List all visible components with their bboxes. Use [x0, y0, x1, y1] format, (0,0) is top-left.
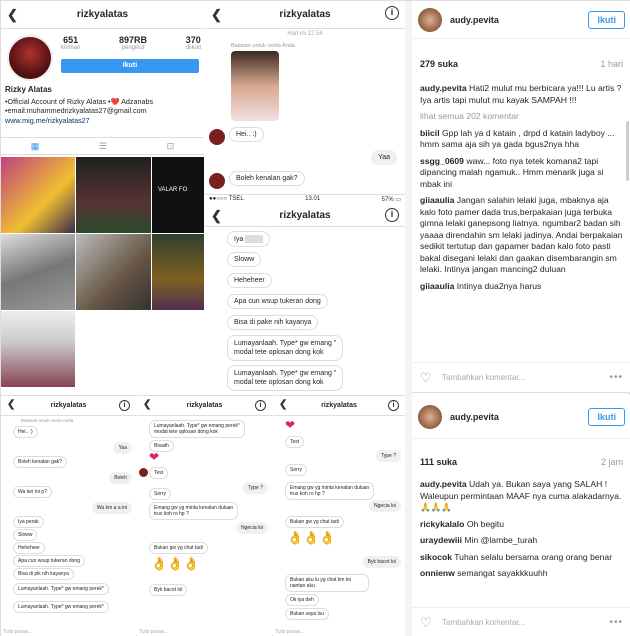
- chat-screen-bottom-3: [273, 395, 405, 636]
- message-incoming: Hei.. :): [13, 426, 38, 438]
- add-comment-input[interactable]: Tambahkan komentar...: [442, 373, 526, 382]
- grid-photo-empty: [76, 311, 151, 387]
- message-incoming: Lumayanlaah. Type* gw emang " modal tete oplosan dong kok: [227, 335, 343, 361]
- message-incoming: Emang gw yg minta kenalan duluan trus koh ro hp ?: [285, 482, 374, 500]
- comment: onnienw semangat sayakkkuuhh: [420, 568, 548, 578]
- heart-icon[interactable]: ♡: [420, 614, 432, 630]
- message-outgoing: Type ?: [243, 482, 268, 494]
- message-incoming: Emang gw yg minta kenalan duluan trus koh ro hp ?: [149, 502, 238, 520]
- back-arrow-icon[interactable]: ❮: [7, 399, 16, 410]
- grid-photo[interactable]: [1, 234, 75, 310]
- message-incoming: Heheheer: [227, 273, 272, 288]
- grid-photo[interactable]: [76, 157, 151, 233]
- timestamp: Hari ini 12.54: [287, 31, 323, 37]
- comment: sikocok Tuhan selalu bersama orang orang benar: [420, 551, 613, 562]
- profile-stats: [61, 35, 201, 51]
- avatar[interactable]: [418, 405, 442, 429]
- likes-count[interactable]: 279 suka: [420, 59, 459, 69]
- profile-username: rizkyalatas: [76, 9, 129, 20]
- message-outgoing: Ngecia loi: [369, 500, 401, 512]
- grid-photo-empty: [152, 311, 204, 387]
- likes-row: [412, 451, 630, 473]
- back-arrow-icon[interactable]: ❮: [211, 208, 222, 223]
- story-thumbnail[interactable]: [231, 51, 279, 121]
- follow-button[interactable]: Ikuti: [588, 408, 625, 426]
- chat-title: rizkyalatas: [321, 402, 357, 409]
- story-reply-label: Balasan untuk cerita Anda: [231, 43, 295, 49]
- message-incoming: Lumayanlaah. Type* gw emang perek* modal tete oplosan dong kok: [149, 420, 245, 438]
- comment: audy.pevita Udah ya. Bukan saya yang SALAH ! Waleupun permintaan MAAF nya cuma alakadarnya. 🙏🙏🙏: [420, 479, 622, 512]
- comment: biicil Gpp lah ya d katain , drpd d katain ladyboy ... hmm sama aja sih ya gada bgus2nya hha: [420, 127, 615, 149]
- chat-screen-middle: [205, 194, 405, 394]
- message-incoming: Byk bacot lol: [149, 584, 187, 596]
- back-arrow-icon[interactable]: ❮: [7, 7, 18, 22]
- photo-grid: [1, 157, 204, 387]
- ok-hand-emoji-icon: 👌👌👌: [287, 530, 336, 545]
- chat-screen-top: [205, 1, 405, 201]
- message-incoming: Bukan gw yg chat tadi: [285, 516, 344, 528]
- status-bar: ●●○○○ TSEL 13.01 57% ▭: [205, 195, 405, 205]
- grid-view-icon[interactable]: ▦: [30, 140, 40, 151]
- comment-list: [412, 83, 630, 292]
- message-incoming: Bukan aku lu yg chat km ko nantan aku: [285, 574, 369, 592]
- post-username[interactable]: audy.pevita: [450, 411, 499, 422]
- message-incoming: Lumayanlaah. Type* gw emang perek*: [13, 601, 109, 613]
- profile-header: [1, 1, 204, 29]
- view-all-comments-link[interactable]: lihat semua 202 komentar: [420, 111, 519, 121]
- message-outgoing: Ngecia loi: [236, 522, 268, 534]
- message-input[interactable]: Tulis pesan...: [275, 629, 305, 635]
- chat-header: [137, 396, 272, 416]
- grid-photo[interactable]: [152, 234, 204, 310]
- following-count[interactable]: 370 diikuti: [185, 35, 201, 51]
- followers-count[interactable]: 897RB pengikut: [118, 35, 147, 51]
- info-icon[interactable]: i: [119, 400, 130, 411]
- message-incoming: Apa cun wsup tukeran dong: [227, 294, 328, 309]
- ok-hand-emoji-icon: 👌👌👌: [151, 556, 200, 571]
- message-incoming: Sloww: [227, 252, 261, 267]
- message-input[interactable]: Tulis pesan...: [139, 629, 169, 635]
- message-outgoing: Yaa: [371, 150, 397, 165]
- grid-photo[interactable]: [76, 234, 151, 310]
- comment: audy.pevita Hati2 mulut mu berbicara ya!!! Lu artis ? Iya artis tapi mulut mu kayak SAMPAH !!!: [420, 83, 622, 105]
- message-incoming: Bukan saya lsu: [285, 608, 329, 620]
- post-time: 1 hari: [600, 59, 623, 69]
- message-incoming: Wa ker loi p?: [13, 486, 52, 498]
- grid-photo[interactable]: [1, 311, 75, 387]
- follow-button[interactable]: Ikuti: [61, 59, 199, 73]
- chat-header: [205, 1, 405, 29]
- profile-tabs: [1, 137, 204, 155]
- message-incoming: Iya perak: [13, 516, 44, 528]
- message-outgoing: Byk bacot lol: [363, 556, 401, 568]
- comment: giiaaulia Jangan salahin lelaki juga, mbaknya aja kalo foto pamer dada trus,berpakaian juga terbuka gimna lelaki ganepsong liatnya. ngumbar2 badan sih yaaaa direndahin sm lelaki jadinya. Andai berpakaian sedikit tertutup dan gapamer badan kalo foto pasti bakal disegani lelaki dan gaakan disembarangin sm lelaki. Intinya jangan mancing2 duluan: [420, 195, 623, 274]
- info-icon[interactable]: i: [388, 400, 399, 411]
- message-incoming: Ok iya deh: [285, 594, 319, 606]
- heart-icon[interactable]: ♡: [420, 369, 432, 385]
- likes-count[interactable]: 111 suka: [420, 457, 458, 467]
- post-username[interactable]: audy.pevita: [450, 14, 499, 25]
- message-incoming: Bisa di pake nih kayanya: [227, 315, 318, 330]
- back-arrow-icon[interactable]: ❮: [279, 399, 288, 410]
- message-incoming: Bukan gw yg chat tadi: [149, 542, 208, 554]
- message-incoming: Boleh kenalan gak?: [229, 171, 305, 186]
- message-incoming: Test: [285, 436, 304, 448]
- heart-icon: ❤: [285, 418, 296, 432]
- chat-title: rizkyalatas: [50, 402, 87, 409]
- likes-row: [412, 53, 630, 75]
- info-icon[interactable]: i: [255, 400, 266, 411]
- chat-title: rizkyalatas: [279, 9, 331, 20]
- list-view-icon[interactable]: ☰: [98, 140, 107, 151]
- grid-photo[interactable]: [1, 157, 75, 233]
- sender-avatar[interactable]: [139, 468, 148, 477]
- sender-avatar[interactable]: [209, 173, 225, 189]
- bio-line-2: •email:muhammedrizkyalatas27@gmail.com: [5, 106, 147, 115]
- message-outgoing: Boleh: [109, 472, 132, 484]
- message-incoming: Apa cun wsup tukeran dong: [13, 555, 85, 567]
- heart-icon: ❤: [149, 450, 160, 464]
- bio-line-1: •Official Account of Rizky Alatas •❤️ Adzanabs: [5, 96, 154, 106]
- more-options-icon[interactable]: •••: [609, 372, 623, 383]
- add-comment-bar: [412, 362, 630, 392]
- story-reply-label: Balasan untuk cerita Anda: [21, 418, 74, 423]
- info-icon[interactable]: i: [385, 6, 399, 20]
- tagged-icon[interactable]: ⊡: [166, 140, 175, 151]
- comment: giiaaulia Intinya dua2nya harus: [420, 280, 542, 291]
- comment: uraydewiii Min @lambe_turah: [420, 535, 538, 545]
- comments-screen-1: [412, 1, 630, 393]
- profile-bio: [5, 85, 201, 125]
- post-header: [412, 395, 630, 439]
- message-incoming: Iya: [227, 231, 270, 247]
- message-incoming: Boleh kenalan gak?: [13, 456, 67, 468]
- comments-screen-2: [412, 395, 630, 636]
- profile-screen: [1, 1, 204, 393]
- comment-list: [412, 479, 630, 580]
- add-comment-input[interactable]: Tambahkan komentar...: [442, 618, 526, 627]
- avatar[interactable]: [7, 35, 53, 81]
- message-input[interactable]: Tulis pesan...: [3, 629, 33, 635]
- divider: [405, 1, 412, 636]
- chat-screen-bottom-1: [1, 395, 136, 636]
- add-comment-bar: [412, 607, 630, 636]
- message-incoming: Bisaiih: [149, 440, 174, 452]
- posts-count: 651 kiriman: [61, 35, 81, 51]
- chat-header: [273, 396, 405, 416]
- profile-link[interactable]: www.mig.me/rizkyalatas27: [5, 115, 90, 125]
- chat-title: rizkyalatas: [279, 210, 331, 221]
- message-outgoing: Wa km a a ini: [92, 502, 132, 514]
- message-incoming: Test: [149, 467, 168, 479]
- follow-button[interactable]: Ikuti: [588, 11, 625, 29]
- back-arrow-icon[interactable]: ❮: [143, 399, 152, 410]
- comment: rickykalalo Oh begitu: [420, 518, 505, 529]
- chat-title: rizkyalatas: [186, 402, 223, 409]
- message-outgoing: Yaa: [113, 442, 132, 454]
- more-options-icon[interactable]: •••: [609, 617, 623, 628]
- message-incoming: Lumayanlaah. Type* gw emang " modal tete oplosan dong kok: [227, 365, 343, 391]
- avatar[interactable]: [418, 8, 442, 32]
- message-incoming: Lumayanlaah. Type* gw emang perek*: [13, 583, 109, 595]
- message-incoming: Sloww: [13, 529, 37, 541]
- message-incoming: Heheheer: [13, 542, 45, 554]
- sender-avatar[interactable]: [209, 129, 225, 145]
- comment: ssgg_0609 waw... foto nya tetek komana2 tapi dipancing malah ngamuk.. Hmm menarik juga si mbak ini: [420, 155, 604, 189]
- back-arrow-icon[interactable]: ❮: [211, 7, 222, 22]
- post-time: 2 jam: [600, 457, 623, 467]
- scrollbar[interactable]: [626, 121, 629, 181]
- message-outgoing: Type ?: [376, 450, 401, 462]
- info-icon[interactable]: i: [385, 208, 399, 222]
- chat-screen-bottom-2: [137, 395, 272, 636]
- message-incoming: Sorry: [285, 464, 307, 476]
- message-incoming: Bisa di pik nih kayanya: [13, 568, 74, 580]
- message-incoming: Hei.. :): [229, 127, 264, 142]
- post-header: [412, 1, 630, 39]
- chat-header: [1, 396, 136, 416]
- message-incoming: Sorry: [149, 488, 171, 500]
- grid-photo[interactable]: VALAR FO: [152, 157, 204, 233]
- profile-name: Rizky Alatas: [5, 85, 52, 94]
- chat-header: [205, 205, 405, 227]
